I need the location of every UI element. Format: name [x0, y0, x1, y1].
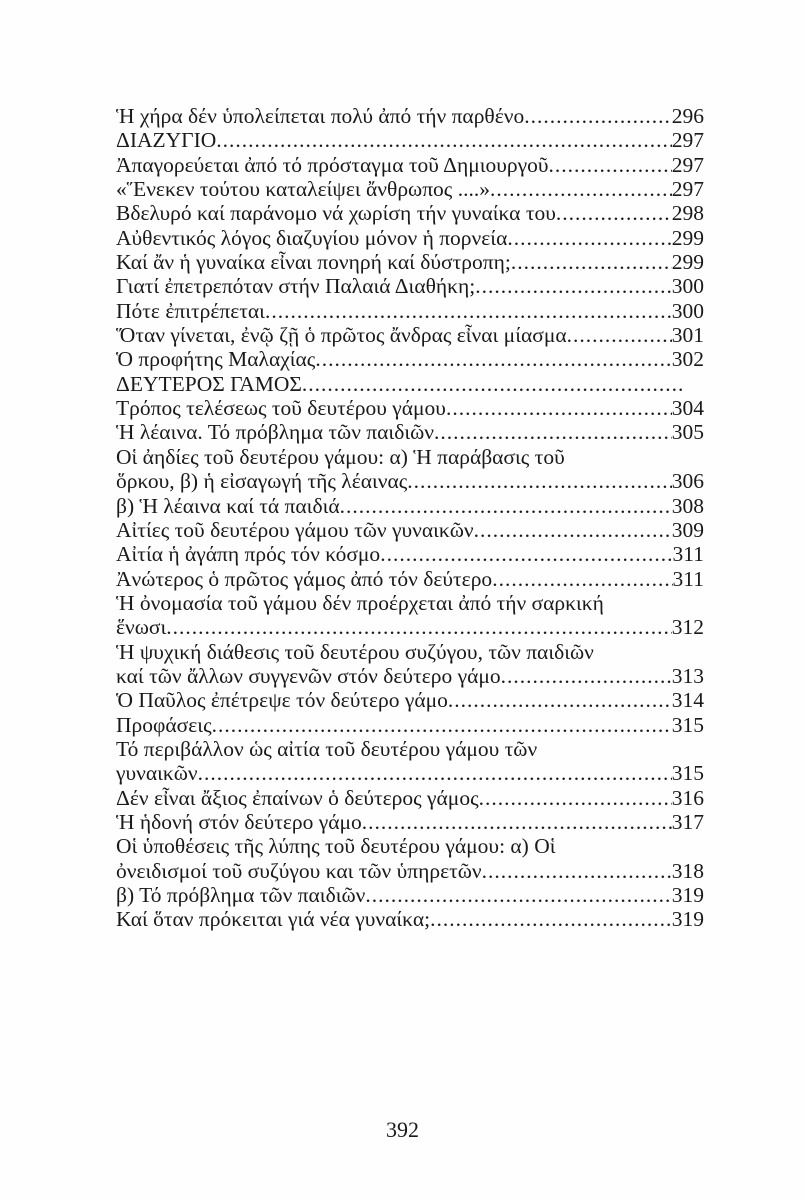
toc-entry-title: Βδελυρό καί παράνομο νά χωρίση τήν γυναίκα του: [116, 201, 556, 226]
table-of-contents: [116, 104, 704, 932]
toc-entry-page: 309: [671, 517, 704, 542]
toc-entry-page: 300: [671, 274, 704, 299]
dot-leader: [511, 250, 672, 274]
toc-entry: [116, 542, 704, 566]
toc-entry: [116, 469, 704, 493]
toc-entry-page: 315: [671, 712, 704, 737]
toc-entry-title: Καί ἄν ἡ γυναίκα εἶναι πονηρή καί δύστροπη;: [116, 250, 511, 275]
toc-entry: [116, 688, 704, 712]
toc-entry-page: 304: [671, 396, 704, 421]
toc-entry-page: 319: [671, 907, 704, 932]
dot-leader: [198, 761, 672, 785]
dot-leader: [479, 786, 672, 810]
toc-entry-page: 298: [671, 201, 704, 226]
toc-entry-title: Τρόπος τελέσεως τοῦ δευτέρου γάμου: [116, 396, 446, 421]
toc-entry-page: 314: [671, 688, 704, 713]
toc-entry-page: 319: [671, 883, 704, 907]
toc-entry-title: γυναικῶν: [116, 761, 198, 786]
dot-leader: [302, 372, 682, 396]
dot-leader: [212, 713, 672, 737]
toc-entry-title: Ἡ ὀνομασία τοῦ γάμου δέν προέρχεται ἀπό τήν σαρκική: [116, 590, 604, 615]
toc-entry-page: 316: [671, 785, 704, 810]
dot-leader: [549, 153, 672, 177]
toc-entry-title: β) Ἡ λέαινα καί τά παιδιά: [116, 493, 340, 518]
toc-entry-page: 301: [671, 323, 704, 348]
toc-entry: [116, 907, 704, 931]
dot-leader: [216, 128, 671, 152]
toc-entry-title: ΔΙΑΖΥΓΙΟ: [116, 128, 217, 153]
dot-leader: [507, 226, 671, 250]
dot-leader: [434, 420, 672, 444]
toc-entry-title: ὅρκου, β) ἡ εἰσαγωγή τῆς λέαινας: [116, 469, 408, 494]
toc-entry-title: Γιατί ἐπετρεπόταν στήν Παλαιά Διαθήκη;: [116, 274, 476, 299]
toc-entry: [116, 810, 704, 834]
toc-entry-title: Οἱ ὑποθέσεις τῆς λύπης τοῦ δευτέρου γάμου: α) Οἱ: [116, 834, 556, 859]
toc-entry: [116, 372, 704, 396]
toc-entry-page: 312: [671, 615, 704, 640]
toc-entry-page: 299: [671, 225, 704, 250]
toc-entry: [116, 274, 704, 298]
toc-entry-page: 300: [671, 298, 704, 323]
toc-entry: [116, 664, 704, 688]
dot-leader: [430, 907, 672, 931]
toc-entry: [116, 250, 704, 274]
toc-entry: [116, 591, 704, 615]
dot-leader: [448, 688, 672, 712]
toc-entry: [116, 226, 704, 250]
toc-entry-page: 305: [671, 420, 704, 445]
toc-entry-page: 315: [671, 761, 704, 786]
toc-entry: [116, 518, 704, 542]
toc-entry-page: 318: [671, 858, 704, 883]
toc-entry: [116, 104, 704, 128]
toc-entry: [116, 567, 704, 591]
toc-entry-title: β) Τό πρόβλημα τῶν παιδιῶν: [116, 883, 366, 907]
toc-entry: [116, 445, 704, 469]
dot-leader: [474, 518, 672, 542]
toc-entry: [116, 615, 704, 639]
toc-entry-title: Αἰτίες τοῦ δευτέρου γάμου τῶν γυναικῶν: [116, 517, 474, 542]
dot-leader: [315, 347, 671, 371]
toc-entry: [116, 713, 704, 737]
dot-leader: [556, 201, 672, 225]
toc-entry-title: Ἡ ψυχική διάθεσις τοῦ δευτέρου συζύγου, τῶν παιδιῶν: [116, 639, 594, 664]
toc-entry: [116, 494, 704, 518]
toc-entry-page: 297: [671, 128, 704, 153]
toc-entry: [116, 420, 704, 444]
dot-leader: [524, 104, 672, 128]
toc-entry: [116, 128, 704, 152]
toc-entry-title: Ὁ προφήτης Μαλαχίας: [116, 347, 316, 372]
toc-entry-title: καί τῶν ἄλλων συγγενῶν στόν δεύτερο γάμο: [116, 663, 501, 688]
toc-entry-title: Αἰτία ἡ ἀγάπη πρός τόν κόσμο: [116, 542, 381, 567]
dot-leader: [446, 396, 672, 420]
toc-entry-page: 306: [671, 469, 704, 494]
toc-entry-title: Προφάσεις: [116, 712, 212, 737]
toc-entry-title: Πότε ἐπιτρέπεται: [116, 298, 265, 323]
dot-leader: [490, 177, 672, 201]
toc-entry-title: Ὅταν γίνεται, ἐνῷ ζῇ ὁ πρῶτος ἄνδρας εἶναι μίασμα: [116, 323, 567, 348]
toc-entry: [116, 347, 704, 371]
dot-leader: [492, 567, 672, 591]
toc-entry-title: Ἡ λέαινα. Τό πρόβλημα τῶν παιδιῶν: [116, 420, 434, 445]
toc-entry-page: 297: [671, 177, 704, 202]
dot-leader: [380, 542, 672, 566]
toc-entry: [116, 786, 704, 810]
toc-entry: [116, 177, 704, 201]
toc-entry-title: Καί ὅταν πρόκειται γιά νέα γυναίκα;: [116, 907, 431, 932]
toc-entry-title: Ἀνώτερος ὁ πρῶτος γάμος ἀπό τόν δεύτερο: [116, 566, 493, 591]
toc-entry-page: 313: [671, 663, 704, 688]
toc-entry-title: ἕνωσι: [116, 615, 167, 640]
toc-entry-page: 311: [672, 542, 704, 567]
toc-entry: [116, 761, 704, 785]
toc-entry-page: 297: [671, 152, 704, 177]
toc-entry-page: 308: [671, 493, 704, 518]
toc-entry-title: Ἀπαγορεύεται ἀπό τό πρόσταγμα τοῦ Δημιουργοῦ: [116, 152, 549, 177]
dot-leader: [407, 469, 671, 493]
toc-entry: [116, 299, 704, 323]
toc-entry: [116, 640, 704, 664]
toc-entry-page: 302: [671, 347, 704, 372]
dot-leader: [567, 323, 672, 347]
toc-entry: [116, 153, 704, 177]
toc-entry: [116, 859, 704, 883]
dot-leader: [340, 494, 672, 518]
toc-entry-title: Οἱ ἀηδίες τοῦ δευτέρου γάμου: α) Ἡ παράβασις τοῦ: [116, 444, 565, 469]
dot-leader: [501, 664, 672, 688]
dot-leader: [475, 274, 672, 298]
toc-entry-page: 317: [671, 809, 704, 834]
toc-entry-title: ΔΕΥΤΕΡΟΣ ΓΑΜΟΣ: [116, 371, 302, 396]
toc-entry-title: Ἡ χήρα δέν ὑπολείπεται πολύ ἀπό τήν παρθένο: [116, 104, 525, 128]
dot-leader: [265, 299, 672, 323]
toc-entry: [116, 396, 704, 420]
toc-entry: [116, 834, 704, 858]
toc-entry-page: 299: [671, 250, 704, 275]
toc-entry-title: Δέν εἶναι ἄξιος ἐπαίνων ὁ δεύτερος γάμος: [116, 785, 479, 810]
dot-leader: [362, 810, 672, 834]
toc-entry: [116, 883, 704, 907]
toc-entry: [116, 737, 704, 761]
toc-entry-title: Τό περιβάλλον ὡς αἰτία τοῦ δευτέρου γάμου τῶν: [116, 736, 538, 761]
dot-leader: [482, 859, 672, 883]
toc-entry-page: 311: [672, 566, 704, 591]
dot-leader: [166, 615, 671, 639]
dot-leader: [365, 883, 671, 907]
toc-entry-title: Ἡ ἡδονή στόν δεύτερο γάμο: [116, 809, 362, 834]
page-number: 392: [386, 1117, 419, 1142]
toc-entry-title: Αὐθεντικός λόγος διαζυγίου μόνον ἡ πορνεία: [116, 225, 508, 250]
toc-entry-title: «Ἕνεκεν τούτου καταλείψει ἄνθρωπος ....»: [116, 177, 490, 202]
toc-entry: [116, 323, 704, 347]
toc-entry: [116, 201, 704, 225]
toc-entry-title: Ὁ Παῦλος ἐπέτρεψε τόν δεύτερο γάμο: [116, 688, 448, 713]
toc-entry-page: 296: [671, 104, 704, 128]
toc-entry-title: ὀνειδισμοί τοῦ συζύγου και τῶν ὑπηρετῶν: [116, 858, 482, 883]
